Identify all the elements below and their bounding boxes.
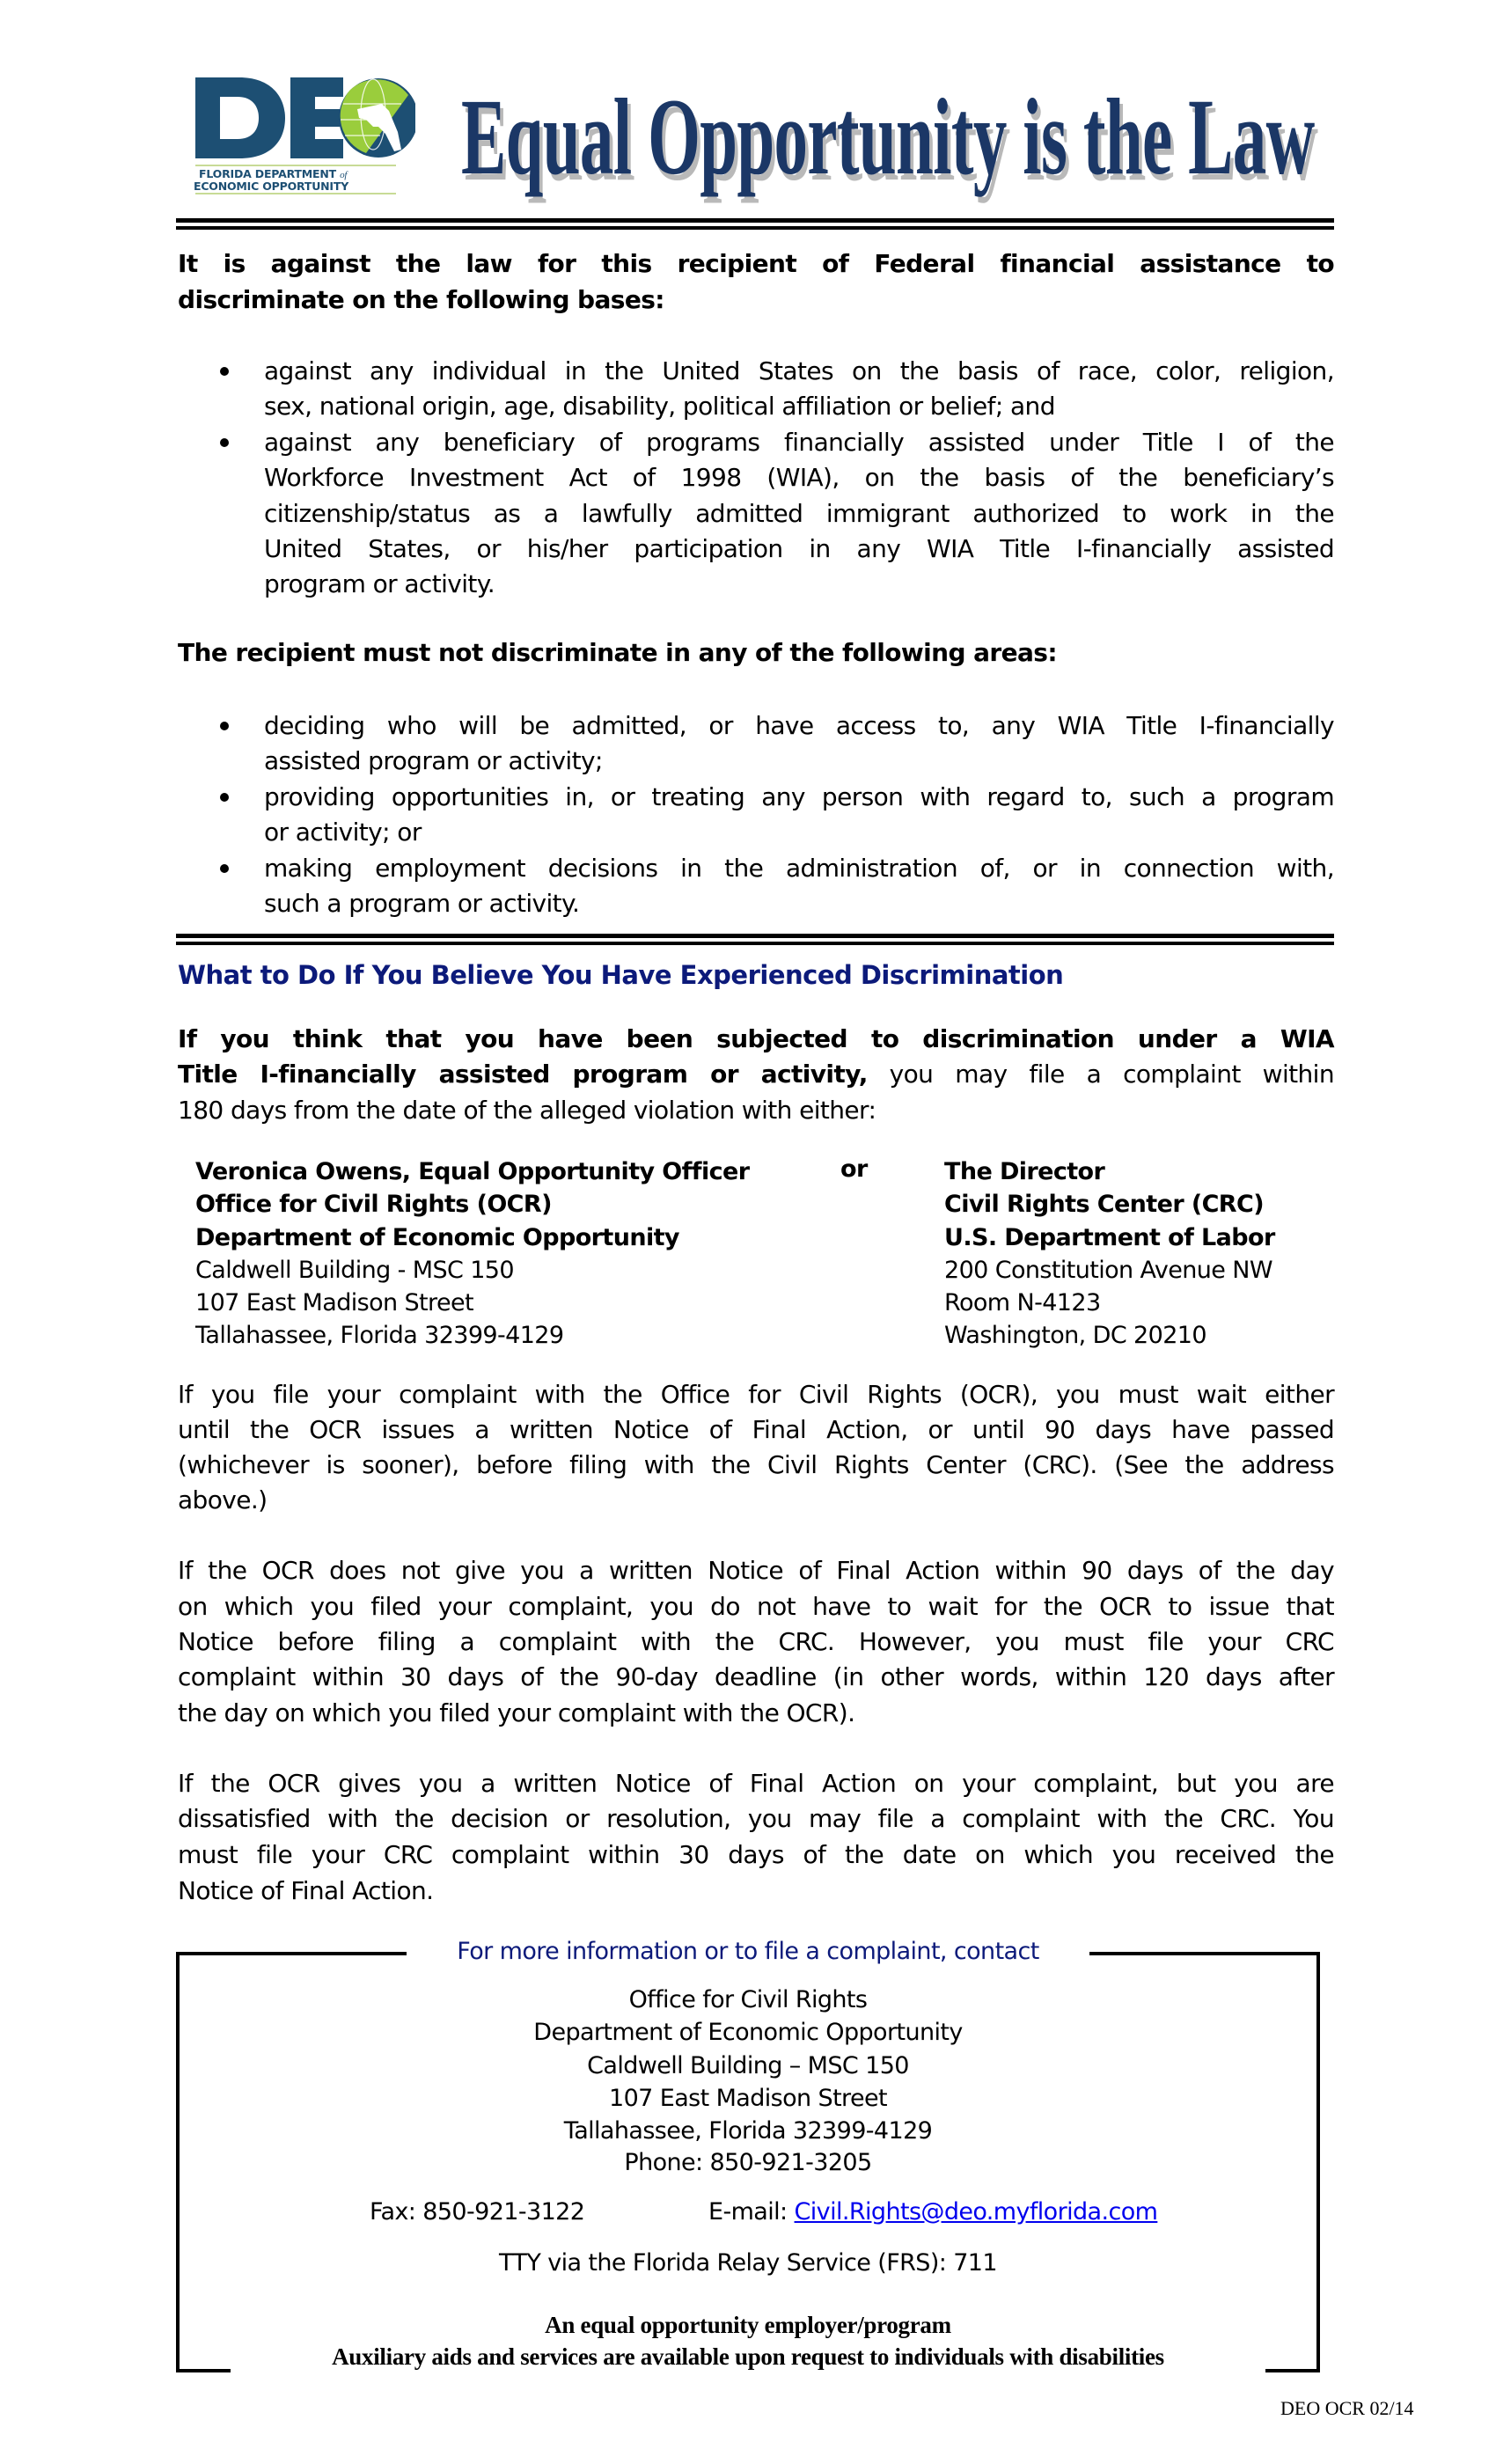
areas-heading-text: The recipient must not discriminate in any of the following areas: <box>178 638 1057 667</box>
contact-line: Washington, DC 20210 <box>944 1322 1206 1349</box>
email-label: E-mail: <box>708 2198 795 2226</box>
form-code: DEO OCR 02/14 <box>1280 2397 1414 2419</box>
contact-line: Office for Civil Rights <box>628 1986 868 2013</box>
fax-line: Fax: 850-921-3122 <box>370 2198 585 2226</box>
page-title: Equal Opportunity is the Law <box>461 77 1315 197</box>
ocr-contact-block <box>195 1155 750 1353</box>
bullet-icon <box>220 722 229 730</box>
logo-line1: FLORIDA DEPARTMENT <box>199 167 336 180</box>
contact-line: Office for Civil Rights (OCR) <box>195 1191 552 1218</box>
contact-line: Department of Economic Opportunity <box>533 2019 963 2046</box>
paragraph-line: until the OCR issues a written Notice of Final Action, or until 90 days have passed <box>178 1415 1334 1444</box>
paragraph-bold-span: Title I-financially assisted program or activity, <box>178 1060 868 1089</box>
list-item-line: against any individual in the United States on the basis of race, color, religion, <box>264 356 1334 385</box>
ocr-wait-paragraph <box>178 1377 1334 1520</box>
list-item-line: sex, national origin, age, disability, political affiliation or belief; and <box>264 392 1055 421</box>
paragraph-line: the day on which you filed your complaint with the OCR). <box>178 1698 855 1727</box>
paragraph-line: If the OCR does not give you a written Notice of Final Action within 90 days of the day <box>178 1556 1334 1585</box>
complaint-paragraph <box>178 1022 1334 1129</box>
contact-line: Tallahassee, Florida 32399-4129 <box>563 2117 933 2145</box>
paragraph-line: (whichever is sooner), before filing with the Civil Rights Center (CRC). (See the address <box>178 1450 1334 1479</box>
paragraph-line: If the OCR gives you a written Notice of Final Action on your complaint, but you are <box>178 1769 1334 1798</box>
paragraph-line: on which you filed your complaint, you do not have to wait for the OCR to issue that <box>178 1592 1334 1621</box>
contact-line: Caldwell Building - MSC 150 <box>195 1257 514 1284</box>
contact-line: 107 East Madison Street <box>195 1289 473 1316</box>
contact-line: U.S. Department of Labor <box>944 1224 1275 1251</box>
list-item-line: making employment decisions in the administration of, or in connection with, <box>264 854 1334 883</box>
paragraph-line: If you file your complaint with the Office for Civil Rights (OCR), you must wait either <box>178 1380 1334 1409</box>
auxiliary-aids-line: Auxiliary aids and services are available upon request to individuals with disabilities <box>332 2343 1164 2370</box>
list-item <box>220 851 1334 923</box>
no-notice-paragraph <box>178 1553 1334 1732</box>
paragraph-line: If you think that you have been subjected to discrimination under a WIA <box>178 1024 1334 1053</box>
logo-of: of <box>340 170 348 180</box>
list-item-line: United States, or his/her participation in any WIA Title I-financially assisted <box>264 534 1334 563</box>
section-heading: What to Do If You Believe You Have Experienced Discrimination <box>178 960 1064 990</box>
tty-line: TTY via the Florida Relay Service (FRS): 711 <box>499 2249 997 2277</box>
list-item <box>220 354 1334 426</box>
deo-logo <box>194 69 415 196</box>
list-item-line: or activity; or <box>264 818 422 847</box>
paragraph-line <box>178 1057 1334 1092</box>
paragraph-line: dissatisfied with the decision or resolution, you may file a complaint with the CRC. You <box>178 1804 1334 1833</box>
list-item-line: citizenship/status as a lawfully admitted immigrant authorized to work in the <box>264 499 1334 528</box>
intro-line: discriminate on the following bases: <box>178 285 664 314</box>
list-item-line: providing opportunities in, or treating any person with regard to, such a program <box>264 782 1334 811</box>
list-item-line: deciding who will be admitted, or have access to, any WIA Title I-financially <box>264 711 1334 740</box>
or-label: or <box>840 1155 868 1183</box>
contact-line: 200 Constitution Avenue NW <box>944 1257 1272 1284</box>
bullet-icon <box>220 793 229 802</box>
intro-paragraph <box>178 246 1334 319</box>
email-line <box>708 2196 1157 2228</box>
bases-list <box>220 354 1334 609</box>
contact-line: The Director <box>944 1158 1105 1185</box>
list-item <box>220 780 1334 852</box>
list-item <box>220 425 1334 605</box>
paragraph-line: 180 days from the date of the alleged violation with either: <box>178 1096 876 1125</box>
paragraph-line: must file your CRC complaint within 30 days of the date on which you received the <box>178 1840 1334 1869</box>
eo-employer-line: An equal opportunity employer/program <box>545 2312 951 2338</box>
list-item-line: such a program or activity. <box>264 889 580 918</box>
paragraph-line: Notice of Final Action. <box>178 1876 434 1905</box>
contact-line: Room N-4123 <box>944 1289 1101 1316</box>
email-link[interactable]: Civil.Rights@deo.myflorida.com <box>794 2198 1158 2226</box>
contact-line: Tallahassee, Florida 32399-4129 <box>195 1322 564 1349</box>
paragraph-line: complaint within 30 days of the 90-day deadline (in other words, within 120 days after <box>178 1662 1334 1691</box>
contact-box <box>176 1938 1320 2372</box>
bullet-icon <box>220 367 229 376</box>
paragraph-span: you may file a complaint within <box>867 1060 1334 1089</box>
contact-line: Veronica Owens, Equal Opportunity Officer <box>195 1158 750 1185</box>
contact-box-caption: For more information or to file a complaint, contact <box>457 1938 1039 1965</box>
areas-list <box>220 708 1334 924</box>
list-item-line: program or activity. <box>264 569 495 598</box>
section-double-rule <box>176 934 1334 946</box>
crc-contact-block <box>944 1155 1331 1353</box>
areas-heading <box>178 635 1334 671</box>
bullet-icon <box>220 864 229 873</box>
header-double-rule <box>176 218 1334 231</box>
list-item-line: assisted program or activity; <box>264 746 603 775</box>
bullet-icon <box>220 438 229 447</box>
contact-line: Caldwell Building – MSC 150 <box>587 2052 909 2079</box>
phone-line: Phone: 850-921-3205 <box>624 2149 872 2176</box>
contact-line: Department of Economic Opportunity <box>195 1224 679 1251</box>
contact-line: Civil Rights Center (CRC) <box>944 1191 1264 1218</box>
list-item-line: against any beneficiary of programs financially assisted under Title I of the <box>264 428 1334 457</box>
logo-line2: ECONOMIC OPPORTUNITY <box>194 180 349 193</box>
intro-line: It is against the law for this recipient of Federal financial assistance to <box>178 249 1334 278</box>
list-item-line: Workforce Investment Act of 1998 (WIA), on the basis of the beneficiary’s <box>264 463 1334 492</box>
paragraph-line: above.) <box>178 1485 268 1514</box>
dissatisfied-paragraph <box>178 1766 1334 1910</box>
list-item <box>220 708 1334 781</box>
contact-line: 107 East Madison Street <box>609 2085 887 2112</box>
paragraph-line: Notice before filing a complaint with the CRC. However, you must file your CRC <box>178 1627 1334 1656</box>
